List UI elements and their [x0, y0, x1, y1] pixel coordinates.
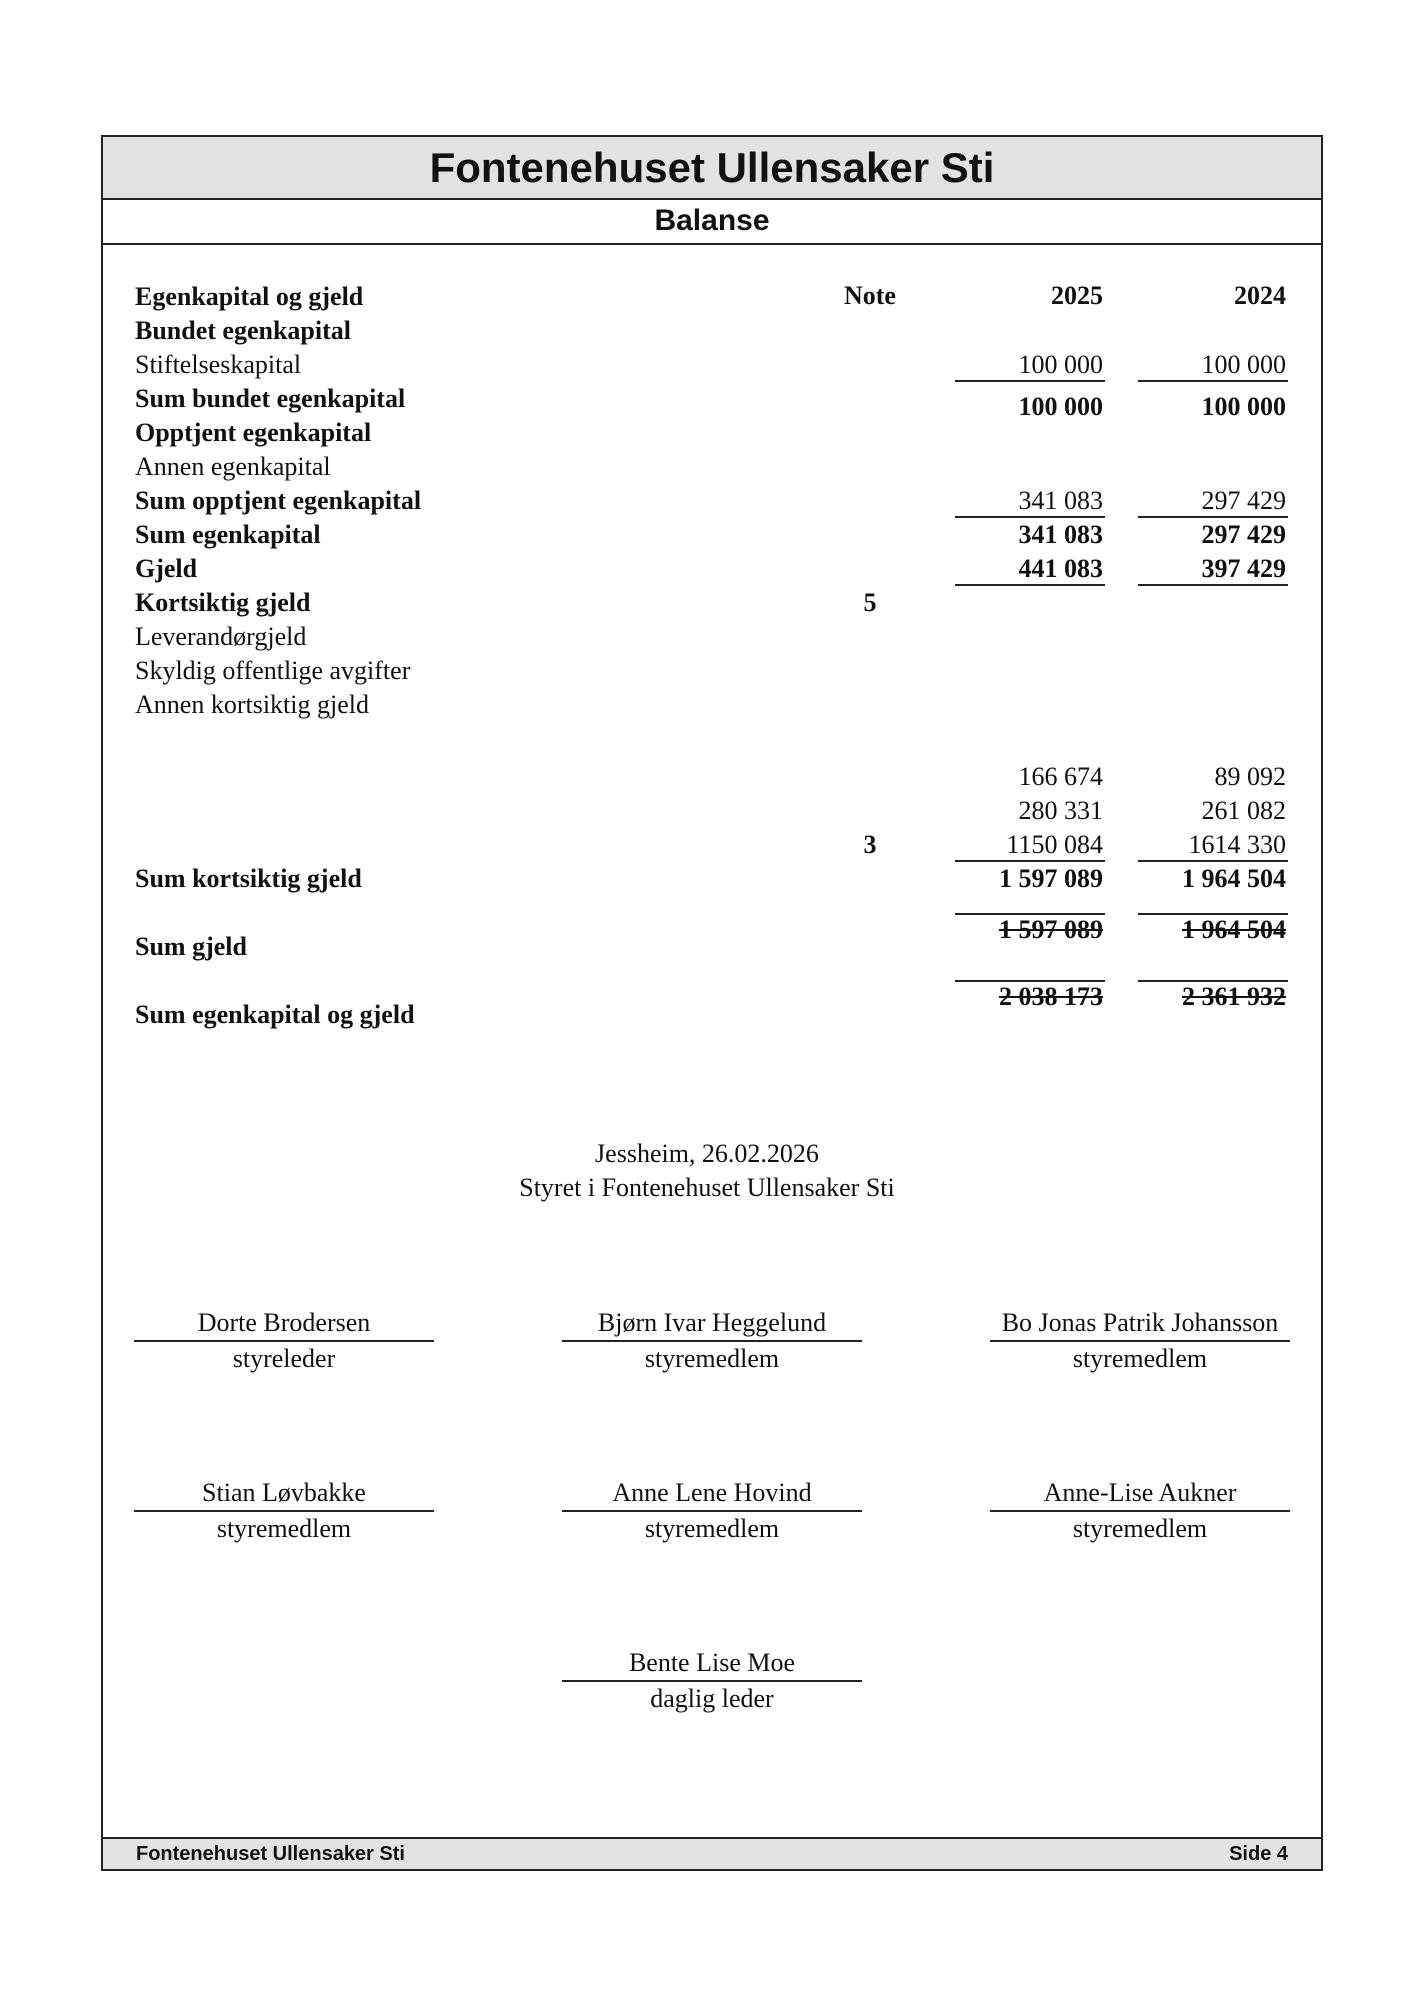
signatory-role: styremedlem — [1072, 1344, 1208, 1373]
column-header-2024: 2024 — [1234, 281, 1286, 310]
sum-row-label: Sum kortsiktig gjeld — [135, 864, 362, 893]
signature-block — [562, 1646, 862, 1716]
signature-block — [562, 1476, 862, 1546]
note-reference: 3 — [863, 830, 877, 859]
value-2024: 297 429 — [1138, 486, 1288, 518]
signatory-name: Anne Lene Hovind — [562, 1476, 862, 1512]
value-2024: 1614 330 — [1138, 830, 1288, 862]
sum-value-2024: 1 964 504 — [1182, 864, 1286, 893]
value-2025: 280 331 — [1018, 796, 1103, 825]
row-label: Skyldig offentlige avgifter — [135, 656, 411, 685]
sum-row-label: Sum egenkapital og gjeld — [135, 1000, 415, 1029]
signature-block — [990, 1306, 1290, 1376]
signature-block — [990, 1476, 1290, 1546]
place-date: Jessheim, 26.02.2026 — [595, 1139, 819, 1168]
section-heading: Bundet egenkapital — [135, 316, 351, 345]
sum-row-label: Sum egenkapital — [135, 520, 321, 549]
sum-value-2025: 441 083 — [955, 554, 1105, 586]
signatory-role: styremedlem — [644, 1514, 780, 1543]
signatory-name: Bjørn Ivar Heggelund — [562, 1306, 862, 1342]
value-2025: 341 083 — [955, 486, 1105, 518]
sum-value-2025: 1 597 089 — [955, 913, 1105, 945]
signatory-name: Bente Lise Moe — [562, 1646, 862, 1682]
footer-company: Fontenehuset Ullensaker Sti — [136, 1843, 405, 1865]
value-2025: 1150 084 — [955, 830, 1105, 862]
sum-value-2024: 397 429 — [1138, 554, 1288, 586]
section-heading: Opptjent egenkapital — [135, 418, 372, 447]
value-2024: 261 082 — [1201, 796, 1286, 825]
page-footer — [103, 1837, 1321, 1869]
signature-block — [134, 1306, 434, 1376]
signatory-role: styremedlem — [644, 1344, 780, 1373]
sum-value-2024: 100 000 — [1201, 392, 1286, 421]
signature-block — [134, 1476, 434, 1546]
value-2025: 100 000 — [955, 350, 1105, 382]
signatory-name: Stian Løvbakke — [134, 1476, 434, 1512]
signatory-name: Anne-Lise Aukner — [990, 1476, 1290, 1512]
row-label: Annen egenkapital — [135, 452, 331, 481]
signatory-name: Dorte Brodersen — [134, 1306, 434, 1342]
row-label: Annen kortsiktig gjeld — [135, 690, 369, 719]
column-header-note: Note — [844, 281, 896, 310]
board-line: Styret i Fontenehuset Ullensaker Sti — [519, 1173, 895, 1202]
value-2025: 166 674 — [1018, 762, 1103, 791]
column-header-2025: 2025 — [1051, 281, 1103, 310]
sum-row-label: Sum gjeld — [135, 932, 247, 961]
signatory-name: Bo Jonas Patrik Johansson — [990, 1306, 1290, 1342]
signature-block — [562, 1306, 862, 1376]
sum-row-label: Sum opptjent egenkapital — [135, 486, 422, 515]
row-label: Leverandørgjeld — [135, 622, 307, 651]
signatory-role: styremedlem — [216, 1514, 352, 1543]
sum-row-label: Gjeld — [135, 554, 198, 583]
row-label: Stiftelseskapital — [135, 350, 302, 379]
note-reference: 5 — [863, 588, 877, 617]
sum-value-2024: 1 964 504 — [1138, 913, 1288, 945]
signatory-role: daglig leder — [650, 1684, 774, 1713]
sum-value-2025: 1 597 089 — [999, 864, 1103, 893]
value-2024: 100 000 — [1138, 350, 1288, 382]
footer-page-number: Side 4 — [1229, 1843, 1288, 1865]
sum-value-2025: 2 038 173 — [955, 980, 1105, 1012]
column-header-label: Egenkapital og gjeld — [135, 282, 364, 311]
sum-value-2025: 100 000 — [1018, 392, 1103, 421]
signatory-role: styreleder — [232, 1344, 336, 1373]
sum-row-label: Sum bundet egenkapital — [135, 384, 406, 413]
section-heading: Kortsiktig gjeld — [135, 588, 311, 617]
page-subtitle: Balanse — [103, 198, 1321, 245]
value-2024: 89 092 — [1214, 762, 1286, 791]
sum-value-2024: 2 361 932 — [1138, 980, 1288, 1012]
sum-value-2024: 297 429 — [1201, 520, 1286, 549]
sum-value-2025: 341 083 — [1018, 520, 1103, 549]
page-title: Fontenehuset Ullensaker Sti — [103, 137, 1321, 200]
signatory-role: styremedlem — [1072, 1514, 1208, 1543]
